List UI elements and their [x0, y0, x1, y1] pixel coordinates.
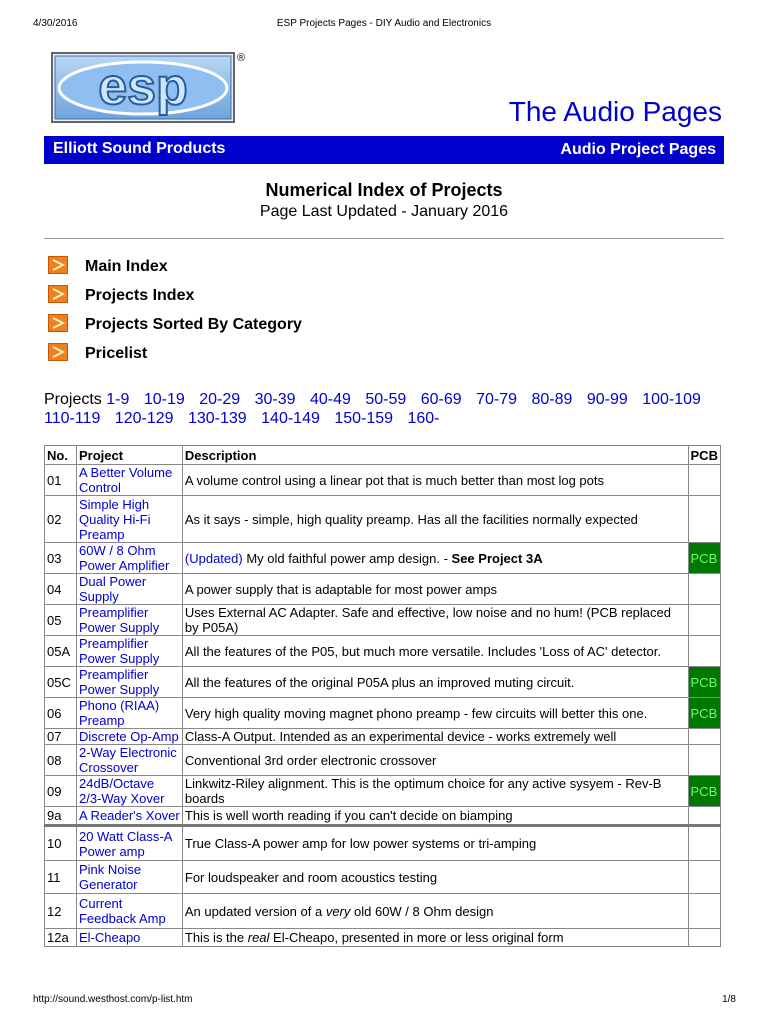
projects-range-link[interactable]: 50-59 [365, 391, 407, 408]
description-italic: very [325, 903, 351, 919]
pcb-link[interactable]: PCB [688, 543, 720, 574]
description-text: This is the [184, 930, 248, 945]
cell-no: 12 [45, 894, 77, 929]
description-text: An updated version of a [184, 903, 326, 919]
cell-project-link[interactable]: Dual Power Supply [76, 574, 182, 605]
cell-pcb [688, 894, 720, 929]
projects-range-link[interactable]: 10-19 [143, 391, 185, 408]
cell-no: 06 [45, 698, 77, 729]
arrow-icon [48, 343, 68, 361]
description-text: All the features of the original P05A plus an improved muting circuit. [184, 674, 575, 690]
arrow-icon [48, 314, 68, 332]
divider [44, 238, 724, 239]
pcb-link[interactable]: PCB [688, 776, 720, 807]
projects-range-link[interactable]: 110-119 [44, 410, 101, 427]
cell-project-link[interactable]: Simple High Quality Hi-Fi Preamp [76, 496, 182, 543]
description-text-end: El-Cheapo, presented in more or less original form [269, 930, 564, 945]
projects-range-link[interactable]: 1-9 [106, 391, 130, 408]
cell-description [182, 729, 688, 745]
cell-description [182, 698, 688, 729]
cell-pcb [688, 929, 720, 947]
cell-no: 05A [45, 636, 77, 667]
projects-range-link[interactable]: 90-99 [586, 391, 628, 408]
header-description: Description [182, 446, 688, 465]
registered-mark: ® [237, 52, 246, 64]
description-italic: real [247, 930, 270, 945]
cell-project-link[interactable]: A Reader's Xover [76, 807, 182, 826]
pcb-link[interactable]: PCB [688, 667, 720, 698]
table-row [45, 826, 721, 861]
logo-text: esp [98, 58, 188, 116]
section-name: Audio Project Pages [560, 141, 716, 158]
cell-project-link[interactable]: Pink Noise Generator [76, 861, 182, 894]
projects-range-link[interactable]: 20-29 [199, 391, 241, 408]
cell-project-link[interactable]: A Better Volume Control [76, 465, 182, 496]
cell-project-link[interactable]: Current Feedback Amp [76, 894, 182, 929]
print-header [0, 18, 768, 32]
projects-table [44, 445, 721, 947]
description-bold: See Project 3A [451, 550, 543, 566]
projects-range-link[interactable]: 40-49 [309, 391, 351, 408]
cell-pcb [688, 807, 720, 826]
nav-label: Main Index [85, 258, 168, 275]
table-row [45, 894, 721, 929]
cell-no: 03 [45, 543, 77, 574]
cell-pcb [688, 826, 720, 861]
nav-item-projects-index[interactable] [48, 285, 368, 309]
cell-project-link[interactable]: Preamplifier Power Supply [76, 636, 182, 667]
projects-range-link[interactable]: 120-129 [114, 410, 174, 427]
cell-no: 01 [45, 465, 77, 496]
page-title: Numerical Index of Projects [265, 180, 503, 200]
cell-project-link[interactable]: Preamplifier Power Supply [76, 605, 182, 636]
cell-no: 08 [45, 745, 77, 776]
print-page-number: 1/8 [722, 994, 736, 1005]
updated-link[interactable]: (Updated) [184, 550, 243, 566]
cell-description [182, 496, 688, 543]
projects-range-nav [44, 390, 724, 428]
nav-label: Pricelist [85, 345, 148, 362]
description-text: Uses External AC Adapter. Safe and effective, low noise and no hum! (PCB replaced by P05A) [184, 605, 671, 635]
description-text: As it says - simple, high quality preamp. Has all the facilities normally expected [184, 511, 638, 527]
description-text: A volume control using a linear pot that is much better than most log pots [184, 472, 605, 488]
projects-range-link[interactable]: 130-139 [187, 410, 247, 427]
cell-project-link[interactable]: 24dB/Octave 2/3-Way Xover [76, 776, 182, 807]
cell-no: 09 [45, 776, 77, 807]
cell-description [182, 807, 688, 826]
cell-description [182, 605, 688, 636]
table-row [45, 745, 721, 776]
cell-pcb [688, 465, 720, 496]
cell-pcb [688, 574, 720, 605]
cell-no: 02 [45, 496, 77, 543]
header-no: No. [45, 446, 77, 465]
cell-project-link[interactable]: 60W / 8 Ohm Power Amplifier [76, 543, 182, 574]
table-row [45, 861, 721, 894]
cell-pcb [688, 729, 720, 745]
table-row [45, 776, 721, 807]
table-row [45, 667, 721, 698]
cell-pcb [688, 636, 720, 667]
cell-project-link[interactable]: Discrete Op-Amp [76, 729, 182, 745]
description-text: Conventional 3rd order electronic crossover [184, 752, 437, 768]
table-row [45, 636, 721, 667]
table-row [45, 929, 721, 947]
projects-range-link[interactable]: 160- [407, 410, 440, 427]
nav-item-projects-by-category[interactable] [48, 314, 368, 338]
print-title: ESP Projects Pages - DIY Audio and Electronics [276, 18, 492, 29]
cell-pcb [688, 605, 720, 636]
cell-description [182, 574, 688, 605]
table-row [45, 574, 721, 605]
cell-description [182, 929, 688, 947]
company-name: Elliott Sound Products [53, 140, 226, 157]
cell-description [182, 861, 688, 894]
table-row [45, 698, 721, 729]
esp-logo[interactable] [51, 52, 246, 124]
projects-range-link[interactable]: 150-159 [334, 410, 394, 427]
cell-no: 05C [45, 667, 77, 698]
cell-project-link[interactable]: 2-Way Electronic Crossover [76, 745, 182, 776]
cell-no: 04 [45, 574, 77, 605]
nav-label: Projects Sorted By Category [85, 316, 302, 333]
cell-no: 05 [45, 605, 77, 636]
cell-pcb [688, 496, 720, 543]
table-header-row [45, 446, 721, 465]
cell-description [182, 745, 688, 776]
table-row [45, 807, 721, 826]
projects-range-link[interactable]: 70-79 [476, 391, 517, 408]
projects-range-link[interactable]: 100-109 [642, 391, 701, 408]
header-bar [44, 136, 724, 164]
esp-logo-graphic [51, 52, 237, 124]
cell-project-link[interactable]: Phono (RIAA) Preamp [76, 698, 182, 729]
cell-no: 11 [45, 861, 77, 894]
cell-pcb [688, 861, 720, 894]
projects-range-link[interactable]: 60-69 [420, 391, 462, 408]
site-title: The Audio Pages [508, 96, 722, 127]
description-text: A power supply that is adaptable for most power amps [184, 581, 498, 597]
projects-range-link[interactable]: 140-149 [261, 410, 320, 427]
cell-no: 07 [45, 729, 77, 745]
cell-no: 9a [45, 807, 77, 826]
cell-description [182, 543, 688, 574]
cell-description [182, 667, 688, 698]
print-url: http://sound.westhost.com/p-list.htm [33, 994, 193, 1005]
cell-no: 12a [45, 929, 77, 947]
arrow-icon [48, 285, 68, 303]
table-row [45, 465, 721, 496]
pcb-link[interactable]: PCB [688, 698, 720, 729]
table-row [45, 729, 721, 745]
print-date: 4/30/2016 [33, 18, 78, 29]
header-project: Project [76, 446, 182, 465]
table-row [45, 496, 721, 543]
cell-description [182, 894, 688, 929]
cell-project-link[interactable]: 20 Watt Class-A Power amp [76, 826, 182, 861]
cell-description [182, 636, 688, 667]
nav-item-pricelist[interactable] [48, 343, 368, 367]
cell-project-link[interactable]: El-Cheapo [76, 929, 182, 947]
nav-item-main-index[interactable] [48, 256, 368, 280]
projects-range-link[interactable]: 80-89 [531, 391, 573, 408]
projects-label: Projects [44, 391, 102, 408]
description-text: Class-A Output. Intended as an experimental device - works extremely well [184, 729, 617, 744]
cell-pcb [688, 745, 720, 776]
table-row [45, 605, 721, 636]
projects-range-link[interactable]: 30-39 [254, 391, 296, 408]
header-pcb: PCB [688, 446, 720, 465]
cell-description [182, 776, 688, 807]
description-text: This is well worth reading if you can't decide on biamping [184, 808, 513, 823]
description-text: Very high quality moving magnet phono preamp - few circuits will better this one. [184, 705, 648, 721]
page-updated: Page Last Updated - January 2016 [259, 203, 509, 220]
cell-project-link[interactable]: Preamplifier Power Supply [76, 667, 182, 698]
description-text: All the features of the P05, but much more versatile. Includes 'Loss of AC' detector. [184, 643, 661, 659]
cell-no: 10 [45, 826, 77, 861]
cell-description [182, 465, 688, 496]
cell-description [182, 826, 688, 861]
nav-label: Projects Index [85, 287, 195, 304]
description-text: True Class-A power amp for low power systems or tri-amping [184, 836, 537, 851]
table-row [45, 543, 721, 574]
description-text-end: old 60W / 8 Ohm design [350, 903, 494, 919]
description-text: Linkwitz-Riley alignment. This is the optimum choice for any active sysyem - Rev-B boards [184, 776, 662, 806]
description-text: My old faithful power amp design. - [242, 550, 452, 566]
arrow-icon [48, 256, 68, 274]
description-text: For loudspeaker and room acoustics testing [184, 869, 438, 885]
